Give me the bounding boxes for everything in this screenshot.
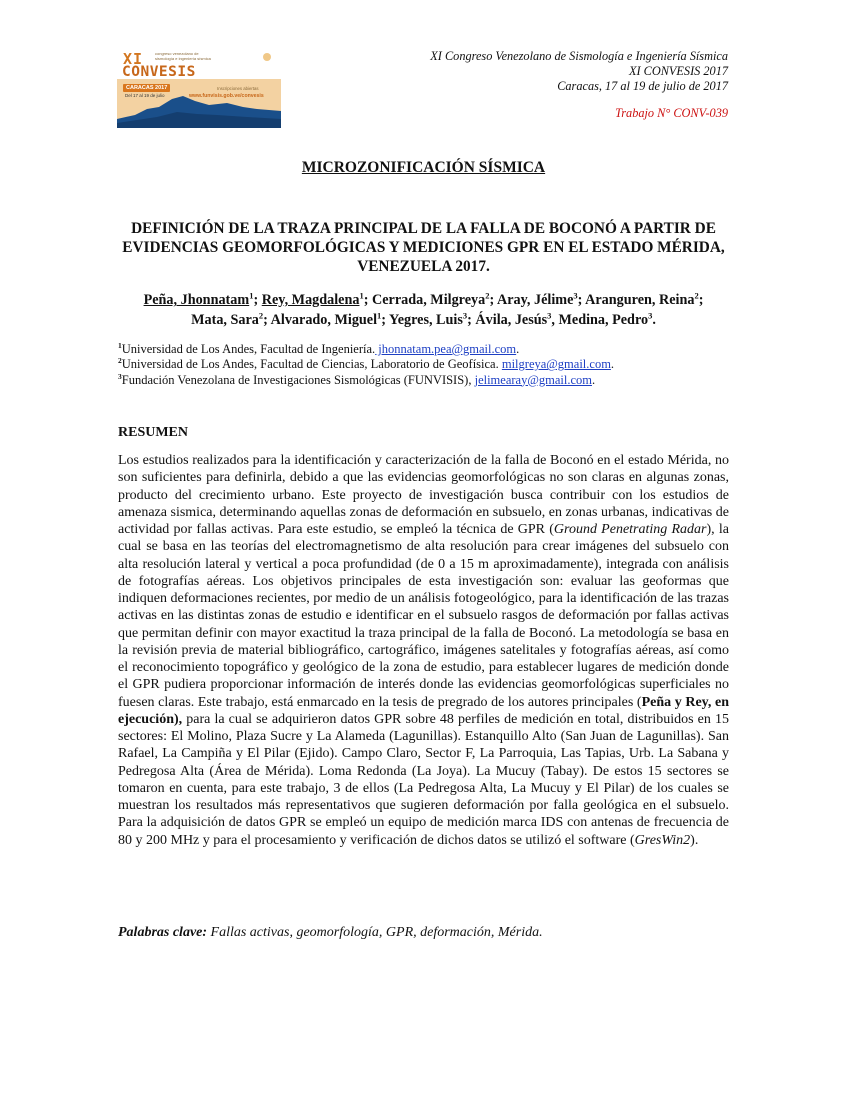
paper-title: DEFINICIÓN DE LA TRAZA PRINCIPAL DE LA FALLA DE BOCONÓ A PARTIR DE EVIDENCIAS GEOMORFOLÓGICAS Y MEDICIONES GPR EN EL ESTADO MÉRIDA, VENEZUELA 2017. [122, 220, 725, 275]
conference-header [430, 49, 728, 94]
author-name: Ávila, Jesús [475, 311, 548, 328]
author-sup: 1 [359, 290, 364, 301]
affiliation-email-link[interactable]: milgreya@gmail.com [501, 357, 611, 372]
logo-dates: Del 17 al 19 de julio [125, 93, 165, 98]
affiliation-item [118, 342, 614, 357]
abstract-bold-note: Peña y Rey, en ejecución), [118, 694, 730, 727]
header-line-2: XI CONVESIS 2017 [628, 64, 728, 78]
header-line-3: Caracas, 17 al 19 de julio de 2017 [557, 79, 728, 93]
affiliation-item [118, 373, 614, 388]
affiliation-sup: 2 [118, 356, 122, 366]
logo-subtitle: congreso venezolano de sismología e ingeniería sísmica [155, 51, 211, 61]
author-name: Medina, Pedro [558, 311, 649, 328]
affiliation-email-link[interactable]: jelimearay@gmail.com [474, 372, 592, 387]
abstract-part-1: Los estudios realizados para la identificación y caracterización de la falla de Boconó en el estado Mérida, no son suficientes para definirla, debido a que las evidencias geomorfológicas no son claras en algunas zonas, producto del crecimiento urbano. Este proyecto de investigación busca contribuir con los estudios de amenaza sismica, determinando aquellas zonas de deformación en subsuelo, en zonas urbanas, indicativas de actividad por fallas activas. Para este estudio, se empleó la técnica de GPR ( [118, 453, 729, 537]
author-sup: 1 [377, 309, 382, 320]
author-name: Mata, Sara [191, 311, 259, 328]
affiliation-sup: 3 [118, 371, 122, 381]
affiliation-text: Fundación Venezolana de Investigaciones Sismológicas (FUNVISIS), [121, 372, 475, 387]
author-sup: 3 [547, 309, 552, 320]
abstract-body [118, 452, 729, 849]
logo-url: www.funvisis.gob.ve/convesis [189, 93, 264, 99]
affiliation-end: . [591, 372, 596, 387]
affiliation-text: Universidad de Los Andes, Facultad de Ingeniería. [121, 342, 376, 356]
paper-number: Trabajo N° CONV-039 [615, 106, 728, 120]
affiliation-sup: 1 [118, 340, 122, 350]
affiliation-item [118, 357, 614, 372]
keywords-label: Palabras clave: [118, 925, 208, 940]
author-list: Peña, Jhonnatam$^1$; Rey, Magdalena$^1$; Cerrada, Milgreya$^2$; Aray, Jélime$^3$; Aranguren, Reina$^2$; Mata, Sara$^2$; Alvarado, Miguel$^1$; Yegres, Luis$^3$; Ávila, Jesús$^3$, Medina, Pedro$^3$. [143, 290, 704, 328]
author-name: Peña, Jhonnatam [143, 292, 250, 308]
section-heading: MICROZONIFICACIÓN SÍSMICA [301, 159, 546, 176]
logo-inscriptions: Inscripciones abiertas [217, 86, 259, 91]
author-sup: 1 [249, 290, 254, 301]
header-line-1: XI Congreso Venezolano de Sismología e Ingeniería Sísmica [430, 49, 728, 63]
author-name: Alvarado, Miguel [270, 311, 378, 328]
logo-convesis: CONVESIS [122, 64, 196, 80]
abstract-italic-term: Ground Penetrating Radar [553, 522, 707, 537]
affiliation-text: Universidad de Los Andes, Facultad de Ciencias, Laboratorio de Geofísica. [121, 357, 502, 372]
keywords-text: Fallas activas, geomorfología, GPR, deformación, Mérida. [207, 925, 543, 940]
author-name: Yegres, Luis [389, 311, 463, 328]
author-name: Rey, Magdalena [261, 292, 360, 308]
author-sup: 2 [694, 290, 699, 301]
affiliation-email-link[interactable]: jhonnatam.pea@gmail.com [375, 342, 517, 356]
affiliation-end: . [516, 342, 520, 356]
abstract-software-name: GresWin2 [634, 832, 691, 848]
author-sup: 3 [648, 309, 653, 320]
abstract-part-4: ). [690, 832, 699, 848]
author-name: Aranguren, Reina [585, 292, 695, 308]
affiliations [118, 342, 614, 388]
logo-xi: XI [123, 50, 144, 68]
author-sup: 3 [573, 290, 578, 301]
affiliation-end: . [610, 357, 615, 372]
logo-badge: CARACAS 2017 [123, 84, 170, 92]
author-sup: 3 [462, 309, 468, 320]
resumen-heading: RESUMEN [118, 425, 189, 440]
author-name: Aray, Jélime [496, 292, 574, 308]
abstract-part-3: para la cual se adquirieron datos GPR sobre 48 perfiles de medición en total, distribuidos en 15 sectores: El Molino, Plaza Sucre y La Alameda (Lagunillas). Estanquillo Alto (San Juan de Lagunillas). San Rafael, La Campiña y El Pilar (Ejido). Campo Claro, Sector F, La Parroquia, Las Tapias, Urb. La Sabana y Pedregosa Alta (Área de Mérida). Loma Redonda (La Joya). La Mucuy (Tabay). De estos 15 sectores se tomaron en cuenta, para este trabajo, 3 de ellos (La Pedregosa Alta, La Mucuy y El Pilar) de los cuales se muestran los resultados más representativos que sugieren deformación por falla geológica en el subsuelo. Para la adquisición de datos GPR se empleó un equipo de medición marca IDS con antenas de frecuencia de 80 y 200 MHz y para el procesamiento y verificación de dichos datos se utilizó el software ( [118, 711, 729, 848]
convesis-logo [117, 49, 281, 128]
keywords [118, 925, 729, 941]
author-sup: 2 [485, 290, 490, 301]
abstract-part-2: ), la cual se basa en las teorías del electromagnetismo de alta resolución para crear imágenes del subsuelo con alta resolución lateral y vertical a poca profundidad (de 0 a 15 m aproximadamente), integrada con análisis de fotografías aéreas. Los objetivos principales de esta investigación son: evaluar las geoformas que indiquen deformaciones recientes, por medio de un análisis fotogeológico, para la identificación de las trazas activas en las distintas zonas de estudio e identificar en el subsuelo rasgos de deformación por fallas activas que permitan definir con mayor exactitud la traza principal de la falla de Boconó. La metodología se basa en la revisión previa de material bibliográfico, cartográfico, imágenes satelitales y fotografías aéreas, así como el reconocimiento topográfico y geológico de la zona de estudio, para establecer lugares de medición donde el GPR pudiera proporcionar información de interés donde las evidencias geomorfológicas superficiales no fuesen claras. Este trabajo, está enmarcado en la tesis de pregrado de los autores principales ( [118, 522, 729, 710]
author-name: Cerrada, Milgreya [372, 292, 486, 308]
author-sup: 2 [258, 309, 264, 320]
